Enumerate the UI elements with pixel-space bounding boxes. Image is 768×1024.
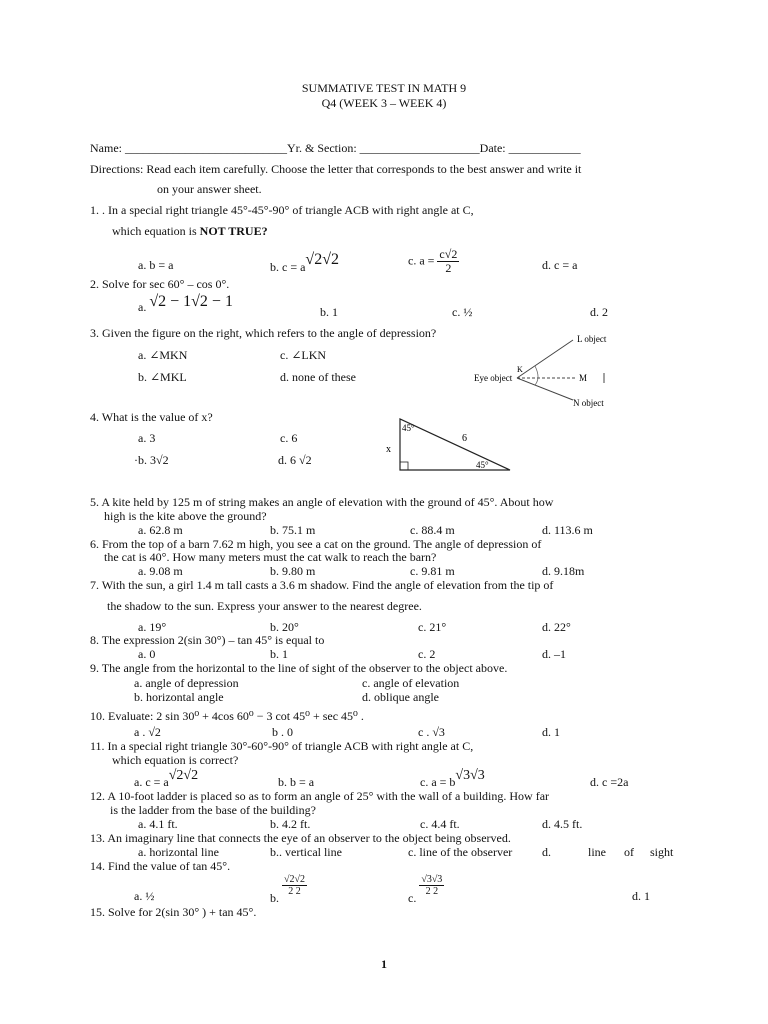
q10-option-d: d. 1: [542, 725, 560, 739]
q6-option-c: c. 9.81 m: [410, 564, 455, 578]
directions-line-1: Directions: Read each item carefully. Choose the letter that corresponds to the best answer and write it: [90, 162, 582, 176]
triangle: [400, 419, 510, 470]
q12-option-d: d. 4.5 ft.: [542, 817, 583, 831]
page-title: SUMMATIVE TEST IN MATH 9: [301, 81, 467, 95]
angle-figure: [465, 322, 625, 422]
q6-option-a: a. 9.08 m: [138, 564, 183, 578]
q12-option-c: c. 4.4 ft.: [420, 817, 460, 831]
q11-line-2: which equation is correct?: [112, 753, 239, 767]
q5-line-1: 5. A kite held by 125 m of string makes an angle of elevation with the ground of 45°. About how: [90, 495, 554, 509]
q2-option-d: d. 2: [590, 305, 608, 319]
q7-option-a: a. 19°: [138, 620, 167, 634]
q5-option-c: c. 88.4 m: [410, 523, 455, 537]
name-line: Name: ___________________________Yr. & Section: ____________________Date: ____________: [90, 141, 581, 155]
q8-stem: 8. The expression 2(sin 30°) – tan 45° is equal to: [90, 633, 325, 647]
q6-option-b: b. 9.80 m: [270, 564, 316, 578]
q11-option-b: b. b = a: [278, 775, 315, 789]
q2-stem: 2. Solve for sec 60° – cos 0°.: [90, 277, 230, 291]
q13-option-d-word-2: of: [624, 845, 634, 859]
q3-option-d: d. none of these: [280, 370, 356, 384]
bottom-angle-label: 45°: [476, 460, 489, 470]
q8-option-a: a. 0: [138, 647, 156, 661]
label-eye-object: Eye object: [474, 373, 513, 383]
q14-option-d: d. 1: [632, 889, 650, 903]
q13-option-d-word-1: line: [588, 845, 606, 859]
directions-line-2: on your answer sheet.: [157, 182, 262, 196]
label-l-object: L object: [577, 334, 607, 344]
q9-option-d: d. oblique angle: [362, 690, 439, 704]
q10-option-b: b . 0: [272, 725, 293, 739]
q9-option-b: b. horizontal angle: [134, 690, 224, 704]
q14-stem: 14. Find the value of tan 45°.: [90, 859, 231, 873]
q5-option-a: a. 62.8 m: [138, 523, 183, 537]
q3-option-a: a. ∠MKN: [138, 348, 188, 362]
q12-option-b: b. 4.2 ft.: [270, 817, 311, 831]
q7-option-b: b. 20°: [270, 620, 299, 634]
q9-option-c: c. angle of elevation: [362, 676, 460, 690]
q4-stem: 4. What is the value of x?: [90, 410, 213, 424]
q14-option-b: b. $\frac{√2√2}{2 2}$: [270, 874, 305, 906]
hypotenuse-label: 6: [462, 433, 467, 444]
label-m: M: [579, 373, 588, 383]
q2-option-b: b. 1: [320, 305, 338, 319]
q6-line-2: the cat is 40°. How many meters must the cat walk to reach the barn?: [104, 550, 437, 564]
q15-stem: 15. Solve for 2(sin 30° ) + tan 45°.: [90, 905, 257, 919]
q5-option-b: b. 75.1 m: [270, 523, 316, 537]
label-n-object: N object: [573, 398, 604, 408]
q13-option-a: a. horizontal line: [138, 845, 219, 859]
q1-stem: 1. . In a special right triangle 45°-45°-90° of triangle ACB with right angle at C,: [90, 203, 474, 217]
q8-option-b: b. 1: [270, 647, 288, 661]
angle-arc: [535, 366, 538, 385]
q11-option-c: c. a = b√3√3: [420, 768, 485, 789]
q10-stem: 10. Evaluate: 2 sin 30⁰ + 4cos 60⁰ − 3 cot 45⁰ + sec 45⁰ .: [90, 709, 364, 723]
q10-option-a: a . √2: [134, 725, 161, 739]
q1-line2: which equation is NOT TRUE?: [112, 224, 268, 238]
q7-line-2: the shadow to the sun. Express your answer to the nearest degree.: [107, 599, 422, 613]
side-x-label: x: [386, 444, 391, 455]
q7-option-c: c. 21°: [418, 620, 447, 634]
q9-option-a: a. angle of depression: [134, 676, 239, 690]
triangle-figure: [380, 414, 520, 474]
q13-option-d-letter: d.: [542, 845, 551, 859]
label-k: K: [517, 365, 523, 374]
q14-option-c: c. $\frac{√3√3}{2 2}$: [408, 874, 443, 906]
q11-stem: 11. In a special right triangle 30°-60°-90° of triangle ACB with right angle at C,: [90, 739, 474, 753]
q13-stem: 13. An imaginary line that connects the eye of an observer to the object being observed.: [90, 831, 511, 845]
q4-option-a: a. 3: [138, 431, 156, 445]
q8-option-d: d. –1: [542, 647, 566, 661]
q12-line-1: 12. A 10-foot ladder is placed so as to form an angle of 25° with the wall of a building. How far: [90, 789, 550, 803]
q3-stem: 3. Given the figure on the right, which refers to the angle of depression?: [90, 326, 437, 340]
q3-option-b: b. ∠MKL: [138, 370, 187, 384]
top-angle-label: 45°: [402, 423, 415, 433]
q13-option-d-word-3: sight: [650, 845, 674, 859]
q8-option-c: c. 2: [418, 647, 436, 661]
q2-option-a: a. √2 − 1√2 − 1: [138, 293, 233, 314]
q1-option-a: a. b = a: [138, 258, 174, 272]
page-number: 1: [381, 957, 387, 971]
q6-line-1: 6. From the top of a barn 7.62 m high, you see a cat on the ground. The angle of depression of: [90, 537, 542, 551]
q12-line-2: is the ladder from the base of the building?: [110, 803, 316, 817]
q13-option-b: b.. vertical line: [270, 845, 342, 859]
q13-option-c: c. line of the observer: [408, 845, 513, 859]
q10-option-c: c . √3: [418, 725, 445, 739]
line-kn: [517, 378, 573, 400]
q1-option-d: d. c = a: [542, 258, 578, 272]
q3-option-c: c. ∠LKN: [280, 348, 327, 362]
q9-stem: 9. The angle from the horizontal to the line of sight of the observer to the object above.: [90, 661, 508, 675]
q12-option-a: a. 4.1 ft.: [138, 817, 178, 831]
q7-line-1: 7. With the sun, a girl 1.4 m tall casts a 3.6 m shadow. Find the angle of elevation from the tip of: [90, 578, 554, 592]
q5-line-2: high is the kite above the ground?: [104, 509, 267, 523]
q11-option-d: d. c =2a: [590, 775, 629, 789]
q2-option-c: c. ½: [452, 305, 473, 319]
q11-option-a: a. c = a√2√2: [134, 768, 199, 789]
q4-option-c: c. 6: [280, 431, 298, 445]
q6-option-d: d. 9.18m: [542, 564, 585, 578]
q4-option-b: ·b. 3√2: [134, 453, 169, 467]
line-kl: [517, 340, 573, 378]
page-subtitle: Q4 (WEEK 3 – WEEK 4): [321, 96, 447, 110]
q1-option-c: c. a = $\frac{c√2}{2}$: [408, 247, 458, 276]
q7-option-d: d. 22°: [542, 620, 571, 634]
q14-option-a: a. ½: [134, 889, 155, 903]
q5-option-d: d. 113.6 m: [542, 523, 593, 537]
right-angle-mark: [400, 462, 408, 470]
q1-option-b: b. c = a√2√2: [270, 251, 339, 274]
q4-option-d: d. 6 √2: [278, 453, 312, 467]
